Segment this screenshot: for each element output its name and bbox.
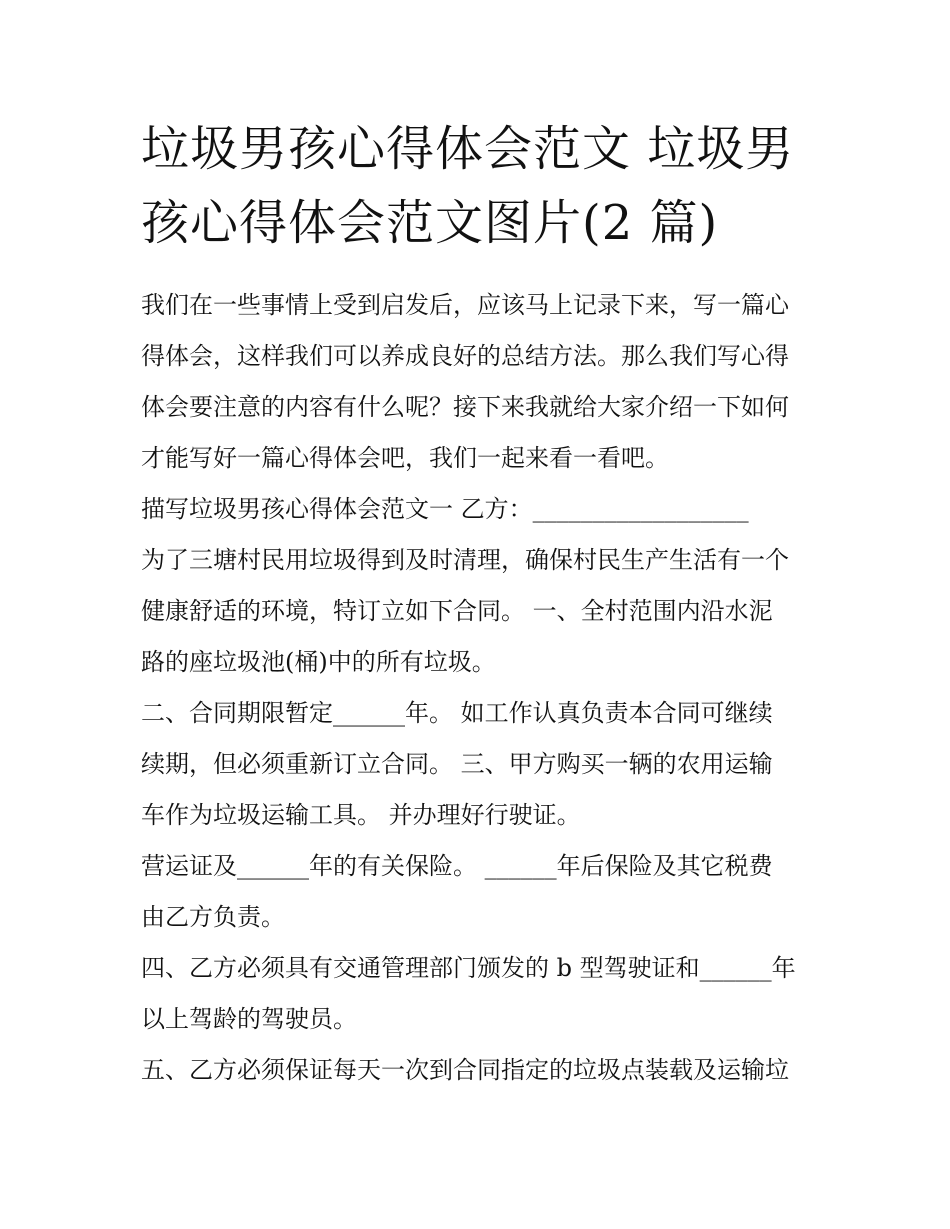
insurance-paragraph (141, 841, 821, 943)
contract-purpose-paragraph (141, 535, 821, 688)
contract-term-paragraph (141, 688, 821, 841)
text-line: 营运证及______年的有关保险。 ______年后保险及其它税费 (141, 852, 773, 880)
text-line: 四、乙方必须具有交通管理部门颁发的 b 型驾驶证和______年 (141, 954, 796, 982)
document-title (141, 112, 821, 260)
title-line: 垃圾男孩心得体会范文 垃圾男 (141, 121, 795, 177)
text-line: 二、合同期限暂定______年。 如工作认真负责本合同可继续 (141, 699, 773, 727)
text-line: 由乙方负责。 (141, 903, 285, 931)
text-line: 车作为垃圾运输工具。 并办理好行驶证。 (141, 801, 581, 829)
text-line: 得体会，这样我们可以养成良好的总结方法。那么我们写心得 (141, 342, 789, 370)
text-line: 我们在一些事情上受到启发后，应该马上记录下来，写一篇心 (141, 291, 789, 319)
text-line: 路的座垃圾池(桶)中的所有垃圾。 (141, 648, 496, 676)
text-line: 描写垃圾男孩心得体会范文一 乙方：__________________ (141, 495, 749, 523)
text-line: 为了三塘村民用垃圾得到及时清理，确保村民生产生活有一个 (141, 546, 789, 574)
text-line: 五、乙方必须保证每天一次到合同指定的垃圾点装载及运输垃 (141, 1056, 789, 1084)
intro-paragraph (141, 280, 821, 484)
section-heading-paragraph (141, 484, 821, 535)
document-page (141, 112, 821, 1096)
driver-license-paragraph (141, 943, 821, 1045)
text-line: 健康舒适的环境，特订立如下合同。 一、全村范围内沿水泥 (141, 597, 773, 625)
document-body (141, 280, 821, 1096)
daily-collection-paragraph (141, 1045, 821, 1096)
text-line: 以上驾龄的驾驶员。 (141, 1005, 357, 1033)
text-line: 体会要注意的内容有什么呢？接下来我就给大家介绍一下如何 (141, 393, 789, 421)
text-line: 才能写好一篇心得体会吧，我们一起来看一看吧。 (141, 444, 669, 472)
title-line: 孩心得体会范文图片(2 篇) (141, 195, 719, 251)
text-line: 续期，但必须重新订立合同。 三、甲方购买一辆的农用运输 (141, 750, 773, 778)
